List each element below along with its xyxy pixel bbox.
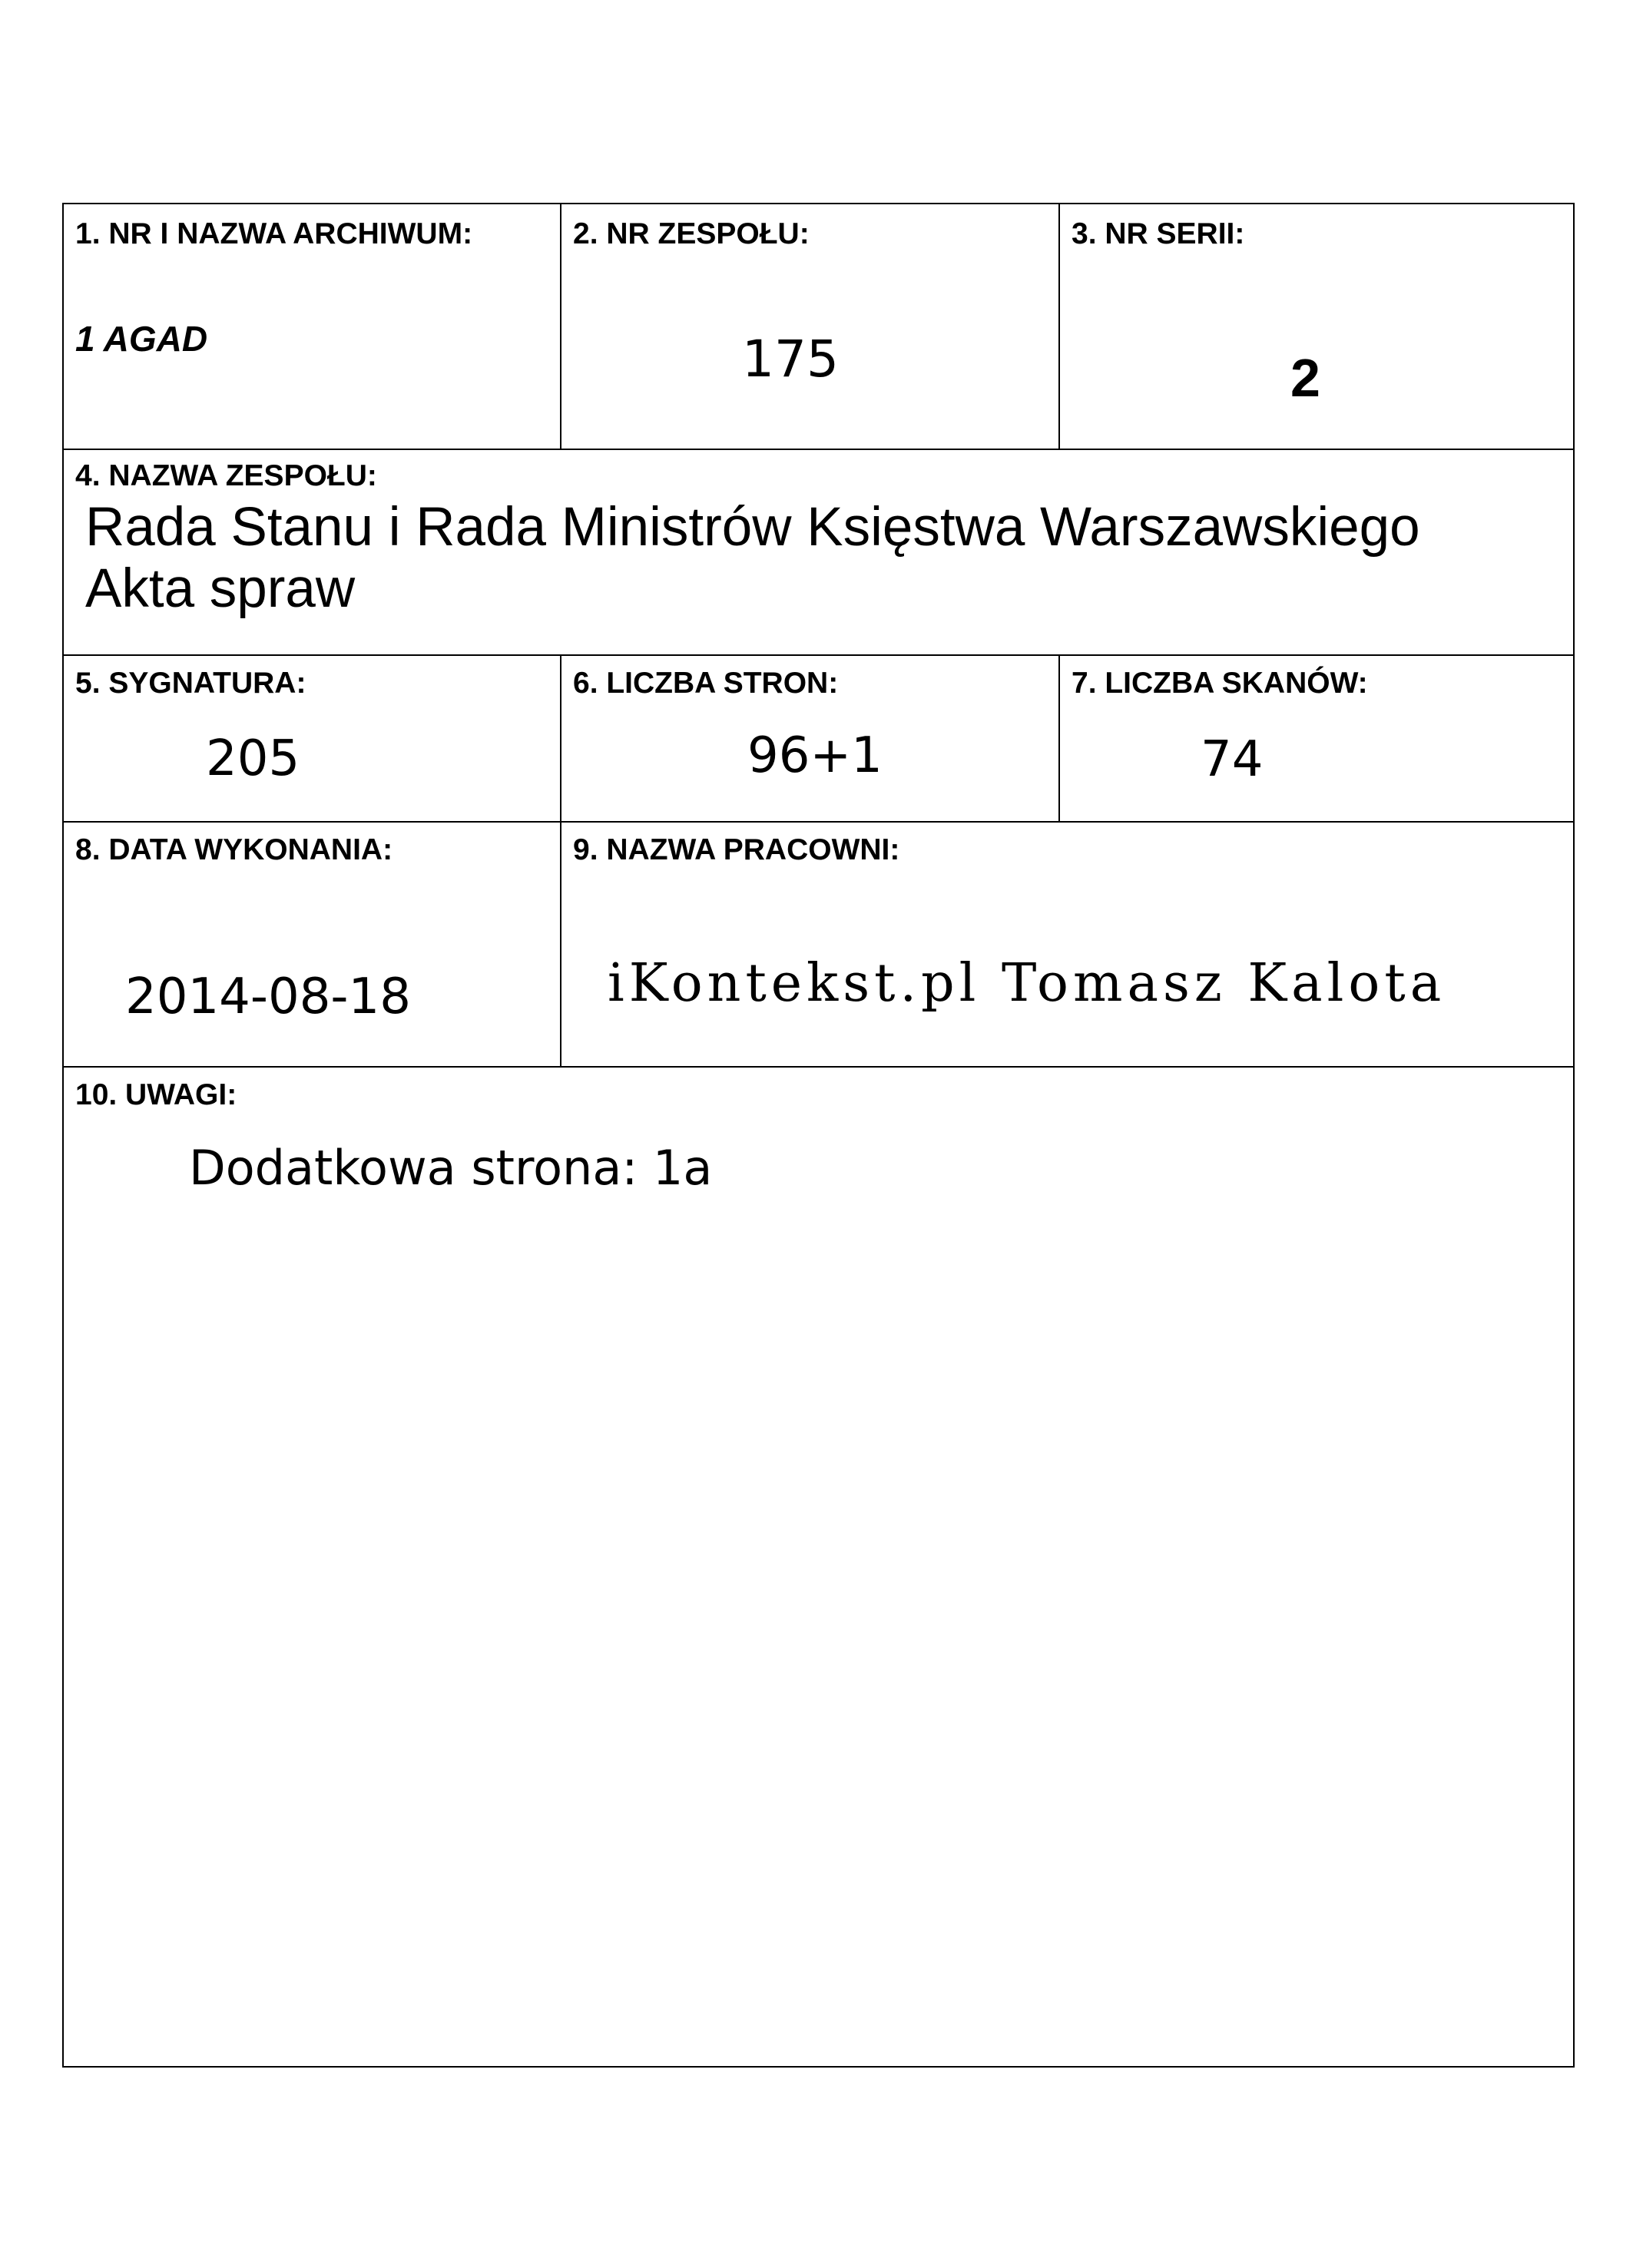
series-number-value: 2 <box>1290 348 1320 408</box>
page-count-cell <box>561 656 1058 821</box>
archive-value: 1 AGAD <box>75 319 208 359</box>
workshop-cell <box>561 823 1575 1066</box>
fonds-name-line1: Rada Stanu i Rada Ministrów Księstwa Warszawskiego <box>85 497 1420 558</box>
fonds-number-label: 2. NR ZESPOŁU: <box>573 217 810 250</box>
fonds-name-line2: Akta spraw <box>85 558 356 619</box>
page-count-label: 6. LICZBA STRON: <box>573 667 839 700</box>
fonds-name-label: 4. NAZWA ZESPOŁU: <box>75 459 377 492</box>
scan-count-value: 74 <box>1201 731 1264 788</box>
metadata-form <box>62 203 1575 2068</box>
fonds-number-value: 175 <box>742 329 839 389</box>
signature-cell <box>64 656 560 821</box>
notes-cell <box>64 1068 1575 2068</box>
fonds-number-cell <box>561 204 1058 449</box>
signature-value: 205 <box>206 730 300 787</box>
date-label: 8. DATA WYKONANIA: <box>75 833 393 866</box>
signature-label: 5. SYGNATURA: <box>75 667 306 700</box>
scan-count-cell <box>1060 656 1575 821</box>
series-number-label: 3. NR SERII: <box>1072 217 1245 250</box>
archive-cell <box>64 204 560 449</box>
date-value: 2014-08-18 <box>125 968 411 1025</box>
workshop-value: iKontekst.pl Tomasz Kalota <box>608 953 1446 1014</box>
date-cell <box>64 823 560 1066</box>
page-count-value: 96+1 <box>747 727 883 784</box>
archive-label: 1. NR I NAZWA ARCHIWUM: <box>75 217 473 250</box>
workshop-label: 9. NAZWA PRACOWNI: <box>573 833 900 866</box>
fonds-name-cell <box>64 450 1575 654</box>
notes-label: 10. UWAGI: <box>75 1078 237 1111</box>
notes-value: Dodatkowa strona: 1a <box>189 1140 713 1196</box>
scan-count-label: 7. LICZBA SKANÓW: <box>1072 667 1368 700</box>
series-number-cell <box>1060 204 1575 449</box>
